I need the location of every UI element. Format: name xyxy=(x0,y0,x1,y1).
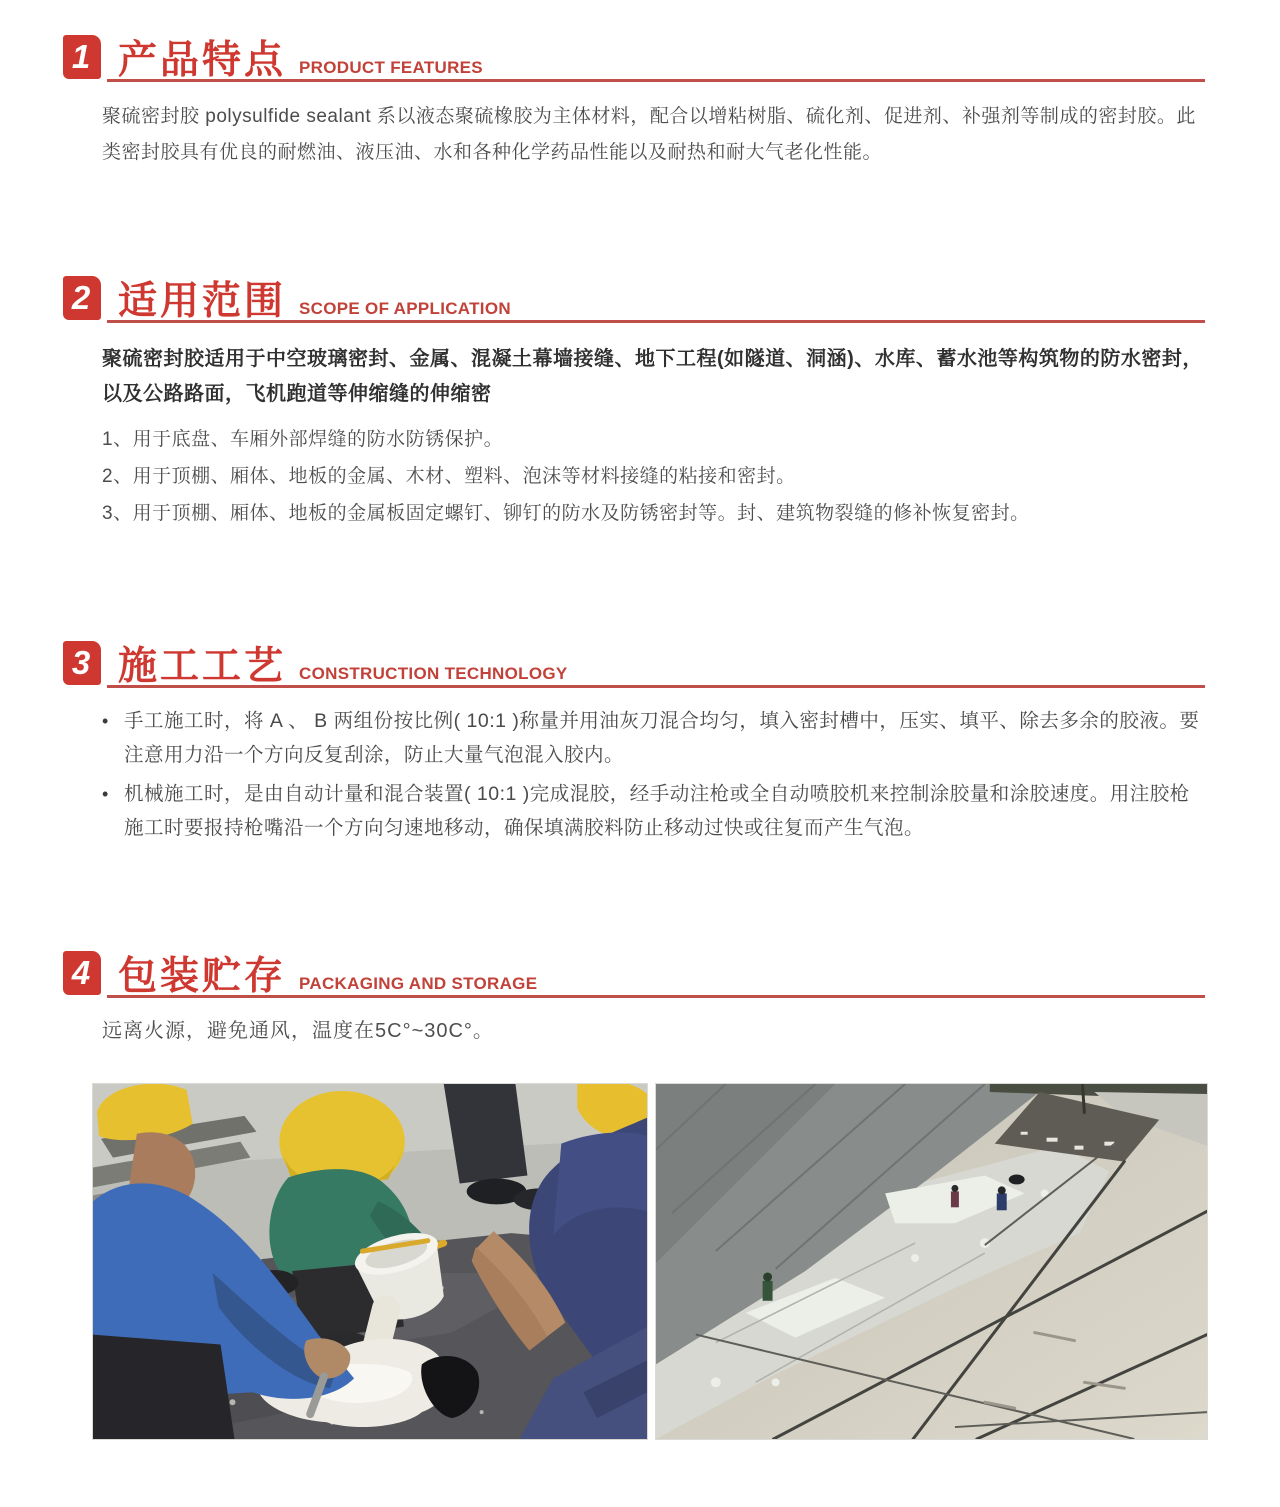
section-construction-technology xyxy=(63,641,1205,850)
construction-bullet xyxy=(102,777,1207,845)
construction-bullet-list xyxy=(102,704,1207,845)
section-2-number-badge: 2 xyxy=(63,276,101,320)
section-2-subtitle: SCOPE OF APPLICATION xyxy=(299,299,511,318)
product-features-paragraph: 聚硫密封胶 polysulfide sealant 系以液态聚硫橡胶为主体材料，配合以增粘树脂、硫化剂、促进剂、补强剂等制成的密封胶。此类密封胶具有优良的耐燃油、液压油、水和各种化学药品性能以及耐热和耐大气老化性能。 xyxy=(102,106,1196,163)
section-3-header xyxy=(63,641,1205,690)
photo-concrete-slope-joints xyxy=(655,1083,1208,1440)
section-2-header xyxy=(63,276,1205,325)
construction-bullet xyxy=(102,704,1207,772)
storage-paragraph: 远离火源，避免通风，温度在5C°~30C°。 xyxy=(102,1020,494,1042)
scope-item: 1、用于底盘、车厢外部焊缝的防水防锈保护。 xyxy=(102,429,504,450)
section-4-subtitle: PACKAGING AND STORAGE xyxy=(299,974,538,993)
section-1-header xyxy=(63,35,1205,84)
section-product-features xyxy=(63,35,1205,171)
workers-applying-sealant-illustration xyxy=(93,1084,647,1439)
section-3-title: 施工工艺 xyxy=(118,645,287,688)
section-3-subtitle: CONSTRUCTION TECHNOLOGY xyxy=(299,664,568,683)
section-2-title: 适用范围 xyxy=(118,280,287,323)
scope-item: 2、用于顶棚、厢体、地板的金属、木材、塑料、泡沫等材料接缝的粘接和密封。 xyxy=(102,466,796,487)
photo-workers-applying-sealant xyxy=(92,1083,648,1440)
section-packaging-and-storage xyxy=(63,951,1205,1046)
scope-item: 3、用于顶棚、厢体、地板的金属板固定螺钉、铆钉的防水及防锈密封等。封、建筑物裂缝的修补恢复密封。 xyxy=(102,503,1030,524)
section-1-number-badge: 1 xyxy=(63,35,101,79)
section-4-header xyxy=(63,951,1205,1000)
section-1-subtitle: PRODUCT FEATURES xyxy=(299,58,483,77)
section-1-title: 产品特点 xyxy=(118,39,287,82)
section-4-title: 包装贮存 xyxy=(118,955,287,998)
construction-bullet-text: • 手工施工时，将 A 、 B 两组份按比例( 10:1 )称量并用油灰刀混合均匀，填入密封槽中，压实、填平、除去多余的胶液。要注意用力沿一个方向反复刮涂，防止大量气泡混入胶内。 xyxy=(124,710,1200,766)
construction-bullet-text: • 机械施工时，是由自动计量和混合装置( 10:1 )完成混胶，经手动注枪或全自动喷胶机来控制涂胶量和涂胶速度。用注胶枪施工时要报持枪嘴沿一个方向匀速地移动，确保填满胶料防止移动过快或往复而产生气泡。 xyxy=(124,783,1190,839)
section-4-number-badge: 4 xyxy=(63,951,101,995)
scope-lead-paragraph: 聚硫密封胶适用于中空玻璃密封、金属、混凝土幕墙接缝、地下工程(如隧道、洞涵)、水库、蓄水池等构筑物的防水密封，以及公路路面，飞机跑道等伸缩缝的伸缩密 xyxy=(102,348,1203,405)
concrete-slope-illustration xyxy=(656,1084,1207,1439)
photo-row xyxy=(92,1083,1208,1440)
section-scope-of-application xyxy=(63,276,1205,538)
scope-item-list xyxy=(102,427,1207,526)
section-3-number-badge: 3 xyxy=(63,641,101,685)
